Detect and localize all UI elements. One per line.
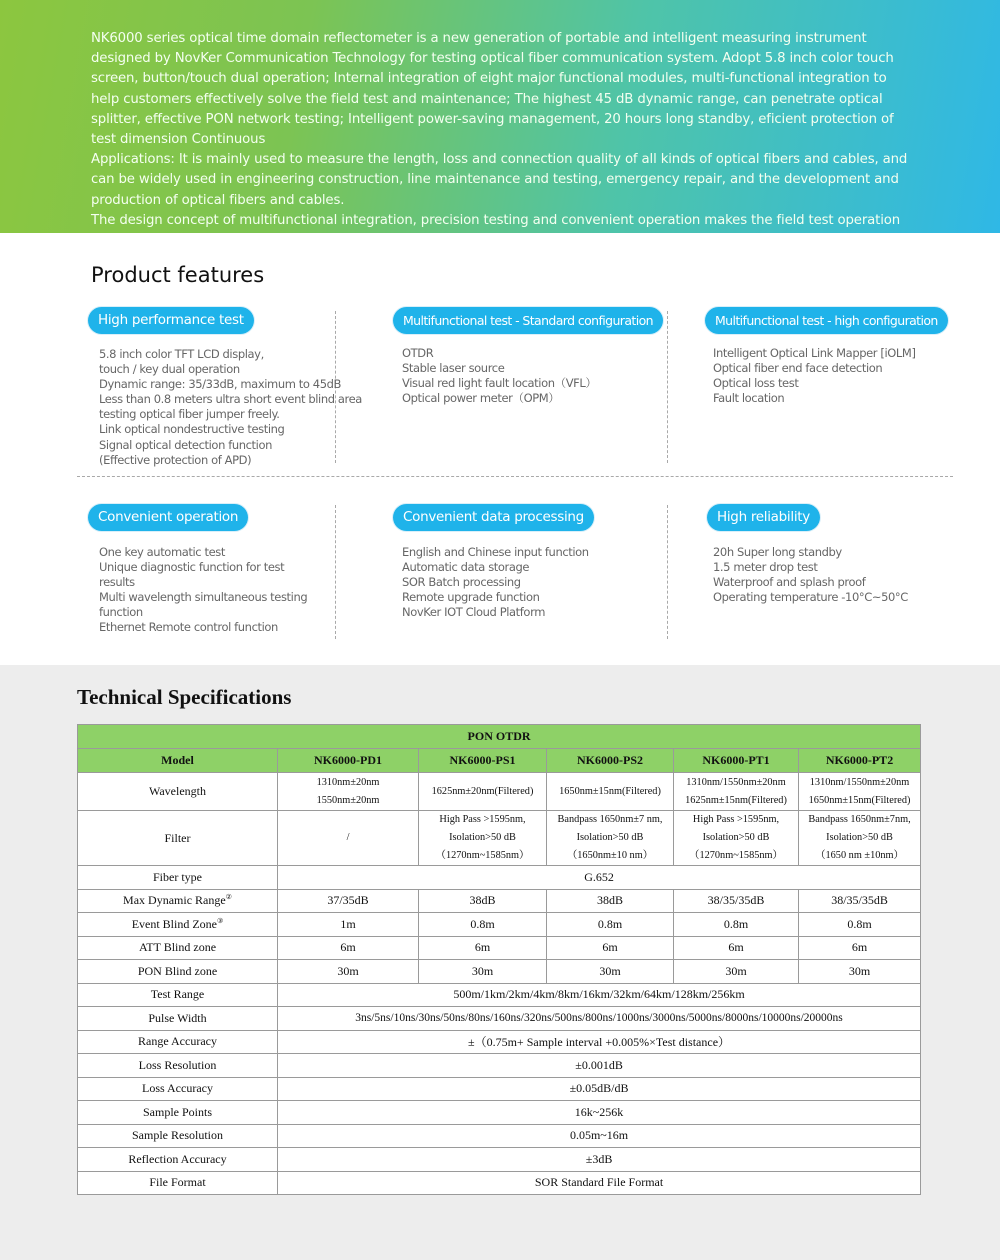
list-item: Waterproof and splash proof: [713, 575, 866, 590]
list-item: Signal optical detection function: [99, 437, 272, 452]
column-header: NK6000-PD1: [278, 749, 419, 773]
column-header: NK6000-PT1: [674, 749, 799, 773]
intro-paragraph-description: NK6000 series optical time domain reflectometer is a new generation of portable and intelligent measuring instrument designed by NovKer Communication Technology for testing optical fiber communication system. Adopt 5.8 inch color touch screen, button/touch dual operation; Internal integration of eight major functional modules, multi-functional integration to help customers effectively solve the field test and maintenance; The highest 45 dB dynamic range, can penetrate optical splitter, effective PON network testing; Intelligent power-saving management, 20 hours long standby, eficient protection of test dimension Continuous: [91, 31, 894, 148]
list-item: function: [99, 605, 143, 620]
table-cell: 37/35dB: [278, 889, 419, 913]
table-cell: ±3dB: [278, 1148, 921, 1172]
column-header: NK6000-PS2: [547, 749, 674, 773]
list-item: Automatic data storage: [402, 560, 530, 575]
table-row: [78, 983, 921, 1007]
intro-text: [91, 29, 913, 251]
cell-line: 1310nm±20nm: [316, 776, 380, 788]
table-row: [78, 1054, 921, 1078]
row-label-text: Event Blind Zone: [131, 916, 218, 931]
feature-list-high-configuration: [713, 346, 916, 406]
table-cell: 0.8m: [674, 913, 799, 937]
row-label: Loss Accuracy: [78, 1077, 278, 1101]
table-cell: 500m/1km/2km/4km/8km/16km/32km/64km/128km/256km: [278, 983, 921, 1007]
list-item: One key automatic test: [99, 545, 225, 559]
cell-line: 1625nm±15nm(Filtered): [685, 794, 787, 806]
cell-line: Isolation>50 dB: [576, 832, 644, 843]
table-row: [78, 1148, 921, 1172]
cell-line: /: [346, 832, 350, 843]
list-item: Visual red light fault location（VFL）: [402, 376, 597, 391]
row-label: [78, 913, 278, 937]
table-row: [78, 960, 921, 984]
row-label: Test Range: [78, 983, 278, 1007]
list-item: Less than 0.8 meters ultra short event blind area: [99, 392, 362, 407]
product-features-title: Product features: [91, 263, 265, 287]
row-label: Filter: [78, 811, 278, 866]
list-item: Remote upgrade function: [402, 590, 540, 605]
list-item: Optical fiber end face detection: [713, 361, 883, 376]
table-cell: ±0.001dB: [278, 1054, 921, 1078]
table-cell: 6m: [674, 936, 799, 960]
row-label: Sample Points: [78, 1101, 278, 1125]
cell-line: 1310nm/1550nm±20nm: [809, 776, 910, 788]
row-label: [78, 889, 278, 913]
list-item: testing optical fiber jumper freely.: [99, 407, 280, 422]
row-label: ATT Blind zone: [78, 936, 278, 960]
feature-list-data-processing: [402, 545, 589, 620]
technical-specifications-title: Technical Specifications: [77, 685, 292, 709]
table-cell: 30m: [547, 960, 674, 984]
table-cell: [419, 811, 547, 866]
feature-divider-vertical: [335, 505, 336, 639]
table-cell: [799, 773, 921, 811]
spec-table: [77, 724, 921, 1195]
table-cell: 38/35/35dB: [674, 889, 799, 913]
cell-line: 1650nm±15nm(Filtered): [808, 794, 911, 806]
table-cell: 6m: [547, 936, 674, 960]
feature-pill-high-configuration: Multifunctional test - high configuration: [705, 307, 948, 334]
table-cell: ±（0.75m+ Sample interval +0.005%×Test distance）: [278, 1030, 921, 1054]
list-item: OTDR: [402, 346, 434, 360]
table-cell: 16k~256k: [278, 1101, 921, 1125]
table-row: [78, 889, 921, 913]
list-item: Intelligent Optical Link Mapper [iOLM]: [713, 346, 916, 360]
cell-line: 1310nm/1550nm±20nm: [686, 776, 786, 788]
feature-list-standard-configuration: [402, 346, 597, 406]
table-cell: [547, 811, 674, 866]
intro-banner: [0, 0, 1000, 233]
list-item: (Effective protection of APD): [99, 452, 252, 467]
table-cell: 30m: [674, 960, 799, 984]
list-item: touch / key dual operation: [99, 362, 240, 377]
list-item: NovKer IOT Cloud Platform: [402, 605, 545, 620]
table-cell: SOR Standard File Format: [278, 1171, 921, 1195]
footnote-mark: ③: [217, 916, 224, 925]
feature-list-high-reliability: [713, 545, 908, 605]
table-cell: 38dB: [419, 889, 547, 913]
row-label: Pulse Width: [78, 1007, 278, 1031]
cell-line: （1270nm~1585nm）: [435, 850, 530, 861]
row-label-text: Max Dynamic Range: [123, 893, 226, 908]
row-label: PON Blind zone: [78, 960, 278, 984]
table-cell: 30m: [278, 960, 419, 984]
list-item: English and Chinese input function: [402, 545, 589, 559]
list-item: Link optical nondestructive testing: [99, 422, 285, 437]
list-item: 20h Super long standby: [713, 545, 842, 559]
list-item: 5.8 inch color TFT LCD display,: [99, 347, 264, 361]
feature-pill-standard-configuration: Multifunctional test - Standard configuration: [393, 307, 663, 334]
table-row: [78, 913, 921, 937]
cell-line: （1270nm~1585nm）: [689, 850, 783, 861]
feature-list-high-performance: [99, 347, 362, 468]
table-header-row: [78, 749, 921, 773]
list-item: 1.5 meter drop test: [713, 560, 818, 575]
cell-line: （1650nm±10 nm）: [566, 850, 654, 861]
list-item: Ethernet Remote control function: [99, 620, 278, 635]
list-item: Operating temperature -10°C~50°C: [713, 590, 908, 605]
list-item: Optical power meter（OPM）: [402, 391, 560, 406]
feature-divider-vertical: [667, 505, 668, 639]
feature-pill-high-performance: High performance test: [88, 307, 254, 334]
list-item: Fault location: [713, 391, 785, 406]
table-cell: 0.8m: [419, 913, 547, 937]
table-cell: G.652: [278, 866, 921, 890]
cell-line: Isolation>50 dB: [702, 832, 770, 843]
table-cell: [419, 773, 547, 811]
row-label: Loss Resolution: [78, 1054, 278, 1078]
list-item: results: [99, 575, 135, 590]
feature-pill-convenient-operation: Convenient operation: [88, 504, 248, 531]
table-row: [78, 811, 921, 866]
feature-divider-vertical: [667, 311, 668, 463]
table-cell: 6m: [799, 936, 921, 960]
row-label: Fiber type: [78, 866, 278, 890]
list-item: Optical loss test: [713, 376, 799, 391]
table-cell: 38/35/35dB: [799, 889, 921, 913]
footnote-mark: ②: [225, 893, 232, 902]
feature-divider-horizontal: [77, 476, 953, 477]
table-cell: 0.8m: [547, 913, 674, 937]
table-row: [78, 1077, 921, 1101]
table-row: [78, 1030, 921, 1054]
table-cell: [278, 811, 419, 866]
product-features-section: [0, 233, 1000, 665]
feature-pill-data-processing: Convenient data processing: [393, 504, 594, 531]
table-cell: ±0.05dB/dB: [278, 1077, 921, 1101]
table-cell: [674, 811, 799, 866]
column-header: NK6000-PT2: [799, 749, 921, 773]
group-header: PON OTDR: [78, 725, 921, 749]
row-label: Range Accuracy: [78, 1030, 278, 1054]
row-label: File Format: [78, 1171, 278, 1195]
table-cell: 6m: [419, 936, 547, 960]
table-row: [78, 1007, 921, 1031]
table-row: [78, 1101, 921, 1125]
intro-paragraph-design-concept: The design concept of multifunctional integration, precision testing and convenient operation makes the field test operation: [91, 212, 901, 228]
table-row: [78, 1124, 921, 1148]
table-cell: [799, 811, 921, 866]
column-header: Model: [78, 749, 278, 773]
feature-pill-high-reliability: High reliability: [707, 504, 820, 531]
intro-paragraph-applications: Applications: It is mainly used to measure the length, loss and connection quality of all kinds of optical fibers and cables, and can be widely used in engineering construction, line maintenance and testing, emergency repair, and the development and production of optical fibers and cables.: [91, 152, 908, 208]
cell-line: 1625nm±20nm(Filtered): [431, 785, 534, 797]
table-cell: 0.05m~16m: [278, 1124, 921, 1148]
technical-specifications-section: [0, 665, 1000, 1260]
table-cell: 30m: [419, 960, 547, 984]
column-header: NK6000-PS1: [419, 749, 547, 773]
table-row: [78, 936, 921, 960]
table-cell: 1m: [278, 913, 419, 937]
table-row: [78, 773, 921, 811]
table-row: [78, 1171, 921, 1195]
cell-line: Bandpass 1650nm±7 nm,: [557, 814, 663, 825]
table-row: [78, 725, 921, 749]
cell-line: High Pass >1595nm,: [439, 814, 526, 825]
list-item: SOR Batch processing: [402, 575, 521, 590]
list-item: Multi wavelength simultaneous testing: [99, 590, 308, 605]
table-cell: 3ns/5ns/10ns/30ns/50ns/80ns/160ns/320ns/500ns/800ns/1000ns/3000ns/5000ns/8000ns/10000ns/20000ns: [278, 1007, 921, 1031]
table-cell: [674, 773, 799, 811]
list-item: Stable laser source: [402, 361, 505, 376]
table-cell: 6m: [278, 936, 419, 960]
cell-line: 1550nm±20nm: [316, 794, 380, 806]
table-cell: 38dB: [547, 889, 674, 913]
cell-line: Isolation>50 dB: [449, 832, 516, 843]
cell-line: Bandpass 1650nm±7nm,: [808, 814, 911, 825]
feature-list-convenient-operation: [99, 545, 307, 636]
row-label: Sample Resolution: [78, 1124, 278, 1148]
table-cell: 0.8m: [799, 913, 921, 937]
cell-line: 1650nm±15nm(Filtered): [559, 785, 661, 797]
cell-line: （1650 nm ±10nm）: [815, 850, 904, 861]
table-cell: 30m: [799, 960, 921, 984]
table-cell: [278, 773, 419, 811]
cell-line: High Pass >1595nm,: [692, 814, 780, 825]
list-item: Unique diagnostic function for test: [99, 560, 285, 575]
cell-line: Isolation>50 dB: [826, 832, 893, 843]
row-label: Wavelength: [78, 773, 278, 811]
table-row: [78, 866, 921, 890]
list-item: Dynamic range: 35/33dB, maximum to 45dB: [99, 377, 342, 392]
row-label: Reflection Accuracy: [78, 1148, 278, 1172]
table-cell: [547, 773, 674, 811]
